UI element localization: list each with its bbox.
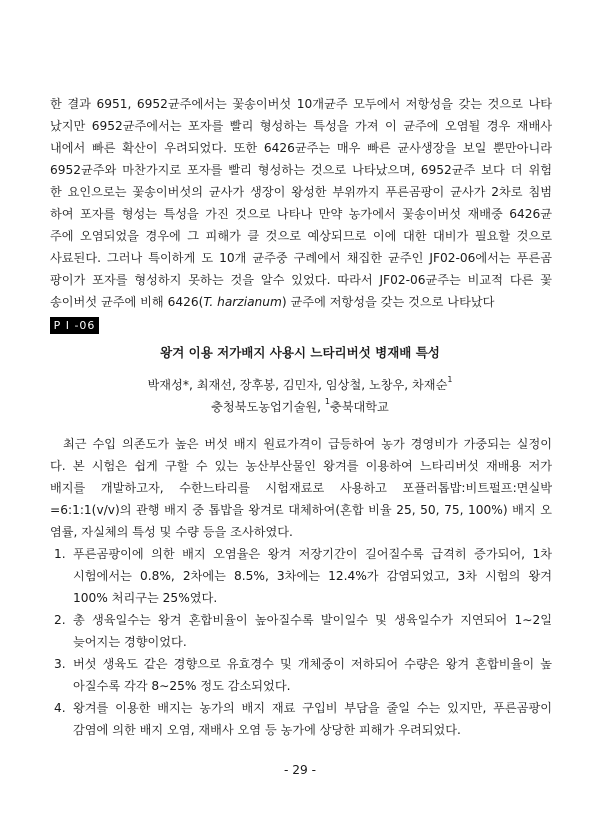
intro-line: 한 요인으로는 꽃송이버섯의 균사가 생장이 왕성한 부위까지 푸른곰팡이 균사가 2차로 침범	[50, 185, 552, 199]
abstract-line: 배지를 개발하고자, 수한느타리를 시험재료로 사용하고 포플러톱밥:비트펄프:면실박	[50, 481, 552, 495]
result-number: 1.	[54, 547, 66, 561]
intro-last-before: 송이버섯 균주에 비해 6426(	[50, 295, 204, 309]
intro-line: 6952균주와 마찬가지로 포자를 빨리 형성하는 것으로 나타났으며, 6952균주 보다 더 위험	[50, 163, 552, 177]
result-last-line: 늦어지는 경향이었다.	[73, 635, 187, 649]
result-last-line: 100% 처리구는 25%였다.	[73, 591, 218, 605]
intro-line: 주에 오염되었을 경우에 그 피해가 클 것으로 예상되므로 이에 대한 대비가 필요할 것으로	[50, 229, 552, 243]
affiliation-sup: 1	[324, 397, 330, 406]
result-line: 푸른곰팡이에 의한 배지 오염율은 왕겨 저장기간이 길어질수록 급격히 증가되어, 1차	[73, 547, 552, 561]
result-number: 3.	[54, 657, 66, 671]
affiliation-second: 충북대학교	[329, 400, 389, 414]
intro-line: 사료된다. 그러나 특이하게 도 10개 균주중 구례에서 채집한 균주인 JF02-06에서는 푸른곰	[50, 251, 552, 265]
result-line: 총 생육일수는 왕겨 혼합비율이 높아질수록 발이일수 및 생육일수가 지연되어 1∼2일	[73, 613, 552, 627]
result-line: 왕겨를 이용한 배지는 농가의 배지 재료 구입비 부담을 줄일 수는 있지만, 푸른곰팡이	[73, 701, 552, 715]
author-list	[0, 375, 600, 392]
affiliation-main: 충청북도농업기술원,	[211, 400, 325, 414]
intro-last-line	[50, 295, 494, 309]
result-last-line: 감염에 의한 배지 오염, 재배사 오염 등 농가에 상당한 피해가 우려되었다.	[73, 723, 461, 737]
intro-line: 하여 포자를 형성는 특성을 가진 것으로 나타나 만약 농가에서 꽃송이버섯 재배중 6426균	[50, 207, 552, 221]
intro-last-after: ) 균주에 저항성을 갖는 것으로 나타났다	[281, 295, 495, 309]
result-line: 시험에서는 0.8%, 2차에는 8.5%, 3차에는 12.4%가 감염되었고, 3차 시험의 왕겨	[73, 569, 552, 583]
intro-line: 났지만 6952균주에서는 포자를 빨리 형성하는 특성을 가져 이 균주에 오염될 경우 재배사	[50, 119, 552, 133]
result-number: 2.	[54, 613, 66, 627]
authors-sup: 1	[447, 375, 453, 384]
result-line: 버섯 생육도 같은 경향으로 유효경수 및 개체중이 저하되어 수량은 왕겨 혼합비율이 높	[73, 657, 552, 671]
abstract-line: 최근 수입 의존도가 높은 버섯 배지 원료가격이 급등하여 농가 경영비가 가중되는 실정이	[63, 437, 552, 451]
result-number: 4.	[54, 701, 66, 715]
abstract-line: 다. 본 시험은 쉽게 구할 수 있는 농산부산물인 왕겨를 이용하여 느타리버섯 재배용 저가	[50, 459, 552, 473]
intro-line: 팡이가 포자를 형성하지 못하는 것을 알수 있었다. 따라서 JF02-06균주는 비교적 다른 꽃	[50, 273, 552, 287]
affiliations	[0, 397, 600, 414]
species-name: T. harzianum	[203, 295, 282, 309]
intro-line: 내에서 빠른 확산이 우려되었다. 또한 6426균주는 매우 빠른 균사생장을 보일 뿐만아니라	[50, 141, 552, 155]
section-tag: P I -06	[50, 317, 99, 334]
abstract-last-line: 염률, 자실체의 특성 및 수량 등을 조사하였다.	[50, 525, 293, 539]
paper-title: 왕겨 이용 저가배지 사용시 느타리버섯 병재배 특성	[160, 345, 440, 360]
intro-line: 한 결과 6951, 6952균주에서는 꽃송이버섯 10개균주 모두에서 저항성을 갖는 것으로 나타	[50, 97, 552, 111]
authors: 박재성*, 최재선, 장후봉, 김민자, 임상철, 노창우, 차재순	[147, 378, 448, 392]
result-last-line: 아질수록 각각 8∼25% 정도 감소되었다.	[73, 679, 291, 693]
page-number: - 29 -	[283, 763, 317, 777]
abstract-line: =6:1:1(v/v)의 관행 배지 중 톱밥을 왕겨로 대체하여(혼합 비율 25, 50, 75, 100%) 배지 오	[50, 503, 552, 517]
